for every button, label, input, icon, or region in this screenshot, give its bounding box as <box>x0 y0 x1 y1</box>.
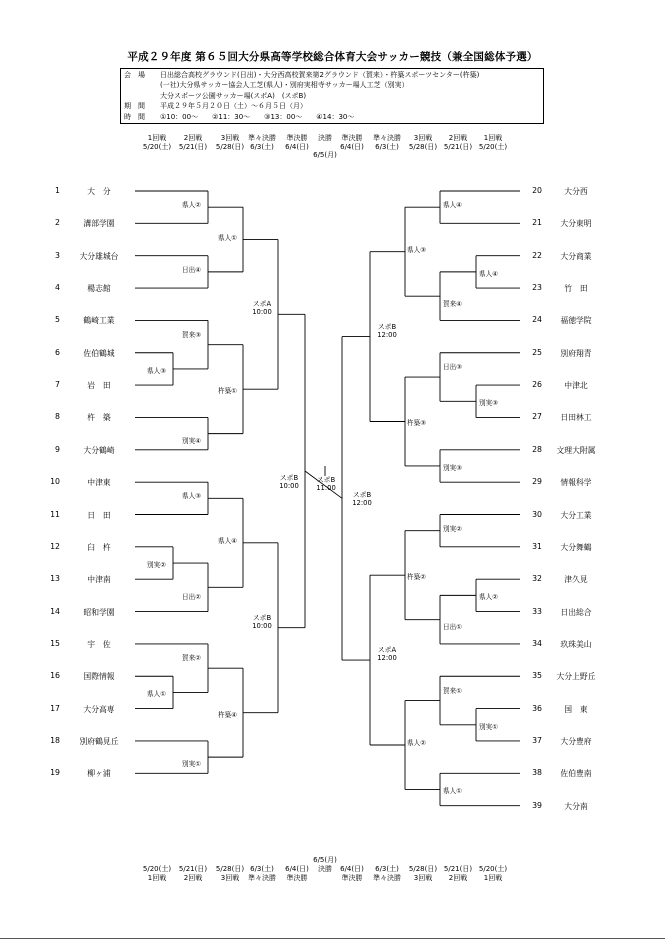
header-top-round-label: 準々決勝 <box>248 134 276 142</box>
team-name: 溝部学園 <box>83 219 115 229</box>
header-bottom-round-label: 1回戦 <box>147 873 167 882</box>
header-bottom-round-label: 3回戦 <box>220 873 240 882</box>
header-bottom-date-label: 5/28(日) <box>408 865 438 873</box>
team-number: 35 <box>532 671 542 681</box>
match-label-l-r2-g: 日出② <box>182 593 202 602</box>
match-label-r-r1-d: 別実① <box>479 722 499 731</box>
team-number: 39 <box>532 800 542 810</box>
team-name: 柳ヶ浦 <box>87 769 111 779</box>
header-bottom-date-label: 6/4(日) <box>285 865 309 873</box>
team-number: 13 <box>50 574 60 584</box>
team-name: 日田林工 <box>560 413 592 423</box>
team-name: 日 田 <box>87 510 111 520</box>
match-label-r-r3-b: 杵築③ <box>407 419 427 428</box>
match-label-r-r1-b: 別実③ <box>479 399 499 408</box>
team-number: 10 <box>50 477 60 487</box>
team-number: 8 <box>55 412 60 422</box>
match-label-l-sf: スポB 10:00 <box>279 474 299 491</box>
match-label-l-r2-e: 別実④ <box>182 436 202 445</box>
team-name: 大分舞鶴 <box>560 542 592 552</box>
match-label-l-r1-c: 県人① <box>147 690 167 699</box>
team-number: 25 <box>532 347 542 357</box>
team-number: 14 <box>50 606 60 616</box>
team-number: 1 <box>55 186 60 195</box>
match-label-l-r2-c: 賀来③ <box>182 330 202 339</box>
match-label-r-r2-c: 日出③ <box>443 363 463 371</box>
team-number: 19 <box>50 768 60 778</box>
header-top-round-label: 2回戦 <box>183 134 203 142</box>
team-name: 中津北 <box>564 381 588 391</box>
header-bottom-round-label: 準々決勝 <box>248 873 276 882</box>
header-bottom-round-label: 準決勝 <box>286 873 308 882</box>
team-number: 23 <box>532 283 542 293</box>
team-number: 36 <box>532 703 542 713</box>
match-label-l-r2-f: 県人③ <box>182 492 202 501</box>
header-top-date-label: 5/28(日) <box>408 142 438 151</box>
match-label-l-r2-b: 日出④ <box>182 265 202 274</box>
header-top-date-label: 5/20(土) <box>142 142 172 151</box>
team-number: 16 <box>50 671 60 681</box>
team-number: 34 <box>532 638 542 648</box>
header-bottom-round-label: 準々決勝 <box>373 873 401 882</box>
header-bottom-date-label: 6/3(土) <box>375 865 399 873</box>
header-top-date-label: 5/21(日) <box>178 142 208 151</box>
header-bottom-date-label: 6/4(日) <box>340 865 364 873</box>
team-name: 日出総合 <box>560 607 592 617</box>
venue-label: 会 場 <box>124 71 145 79</box>
header-bottom-round-label: 2回戦 <box>448 873 468 882</box>
team-name: 大分東明 <box>560 219 592 229</box>
match-label-l-r3-c: 杵築④ <box>218 710 238 719</box>
header-top-date-label: 5/20(土) <box>478 142 508 151</box>
team-number: 18 <box>50 735 60 745</box>
time-value: ①10：00～ ②11：30～ ③13：00～ ④14：30～ <box>160 112 355 121</box>
match-label-l-r2-h: 賀来② <box>182 654 202 663</box>
match-label-l-r2-d: 杵築① <box>218 387 238 396</box>
header-bottom-date-label: 5/21(日) <box>178 865 208 873</box>
header-bottom-date-label: 5/20(土) <box>142 865 172 873</box>
match-label-r-r3-a: 県人③ <box>407 245 427 254</box>
team-number: 28 <box>532 444 542 454</box>
header-bottom-round-label: 決勝 <box>318 865 332 873</box>
team-name: 別府鶴見丘 <box>79 736 119 746</box>
match-label-r-r2-a: 県人④ <box>443 201 463 210</box>
header-top-date-label: 6/4(日) <box>285 142 309 151</box>
team-number: 31 <box>532 541 542 551</box>
team-name: 国際情報 <box>83 672 115 682</box>
header-top-round-label: 準々決勝 <box>373 134 401 142</box>
team-number: 3 <box>55 250 60 260</box>
team-number: 2 <box>55 218 60 228</box>
team-number: 12 <box>50 541 60 551</box>
team-number: 22 <box>532 250 542 260</box>
header-bottom-final-date: 6/5(月) <box>313 856 337 864</box>
match-label-r-r2-e: 別実② <box>443 524 463 533</box>
team-name: 大分鶴崎 <box>83 445 115 455</box>
match-label-r-r2-g: 賀来① <box>443 686 463 695</box>
header-top-round-label: 1回戦 <box>147 134 167 142</box>
match-label-r-r3-d: 県人② <box>407 738 427 747</box>
header-bottom-round-label: 3回戦 <box>413 873 433 882</box>
match-label-r-r2-b: 賀来④ <box>443 300 463 309</box>
header-bottom-round-label: 2回戦 <box>183 873 203 882</box>
team-number: 26 <box>532 380 542 390</box>
match-label-r-r2-h: 県人① <box>443 787 463 796</box>
match-label-r-qf-a: スポB 12:00 <box>377 322 397 339</box>
match-label-r-sf: スポB 12:00 <box>352 491 372 508</box>
team-number: 27 <box>532 412 542 422</box>
header-top-round-label: 3回戦 <box>413 134 433 142</box>
team-name: 宇 佐 <box>87 639 111 649</box>
team-name: 情報科学 <box>560 478 592 488</box>
header-top-round-label: 1回戦 <box>483 134 503 142</box>
team-number: 30 <box>532 509 542 519</box>
team-number: 11 <box>50 509 60 519</box>
match-label-r-r3-c: 杵築② <box>407 573 427 582</box>
team-number: 38 <box>532 768 542 778</box>
team-name: 大分上野丘 <box>556 672 596 682</box>
team-number: 9 <box>55 444 60 454</box>
venue-line-2: (一社)大分県サッカー協会人工芝(県人)・別府実相寺サッカー場人工芝（別実） <box>160 81 409 89</box>
match-label-l-r2-a: 県人② <box>182 201 202 210</box>
header-top-round-label: 決勝 <box>318 134 332 142</box>
header-top-date-label: 6/3(土) <box>250 142 274 151</box>
match-label-r-r1-a: 県人④ <box>479 269 499 278</box>
team-name: 津久見 <box>564 575 588 585</box>
team-number: 17 <box>50 703 60 713</box>
team-name: 大分南 <box>564 801 588 811</box>
header-top-round-label: 2回戦 <box>448 134 468 142</box>
header-bottom-date-label: 5/28(日) <box>215 865 245 873</box>
page-title: 平成２９年度 第６５回大分県高等学校総合体育大会サッカー競技（兼全国総体予選） <box>127 51 538 63</box>
team-number: 7 <box>55 380 60 390</box>
team-name: 大 分 <box>87 187 111 196</box>
header-top-round-label: 準決勝 <box>341 134 363 142</box>
match-label-r-r1-c: 県人② <box>479 593 499 602</box>
team-name: 大分西 <box>564 187 588 196</box>
venue-line-3: 大分スポーツ公園サッカー場(スポA) (スポB) <box>160 91 307 100</box>
match-label-final: スポB 11:00 <box>316 476 336 493</box>
team-number: 20 <box>532 186 542 195</box>
header-top-date-label: 5/21(日) <box>443 142 473 151</box>
team-name: 玖珠美山 <box>560 639 592 649</box>
match-label-l-r1-a: 県人③ <box>147 366 167 375</box>
team-name: 臼 杵 <box>87 542 111 552</box>
team-name: 岩 田 <box>87 381 111 391</box>
time-label: 時 間 <box>124 112 145 121</box>
header-top-date-label: 6/3(土) <box>375 142 399 151</box>
team-name: 佐伯鶴城 <box>83 348 115 358</box>
team-number: 6 <box>55 347 60 357</box>
period-label: 期 間 <box>124 102 145 110</box>
team-name: 大分豊府 <box>560 736 592 746</box>
team-number: 4 <box>55 283 60 293</box>
header-bottom-date-label: 6/3(土) <box>250 865 274 873</box>
match-label-r-qf-b: スポA 12:00 <box>377 646 397 663</box>
team-number: 24 <box>532 315 542 325</box>
team-number: 21 <box>532 218 542 228</box>
header-top-date-label: 6/4(日) <box>340 142 364 151</box>
team-name: 鶴崎工業 <box>83 316 115 326</box>
header-bottom-date-label: 5/21(日) <box>443 865 473 873</box>
match-label-l-r3-a: 県人① <box>218 233 238 242</box>
period-value: 平成２９年５月２０日（土）～６月５日（月） <box>160 102 307 110</box>
team-name: 中津南 <box>87 575 111 585</box>
team-name: 楊志館 <box>87 284 111 294</box>
page-bottom-rule <box>0 938 665 939</box>
header-top-final-date: 6/5(月) <box>313 151 337 159</box>
team-name: 大分高専 <box>83 704 115 714</box>
match-label-r-r2-f: 日出① <box>443 622 463 631</box>
team-name: 中津東 <box>87 478 111 488</box>
venue-line-1: 日出総合高校グラウンド(日出)・大分西高校賀来第2グラウンド（賀来）・杵築スポーツセンター(杵築) <box>160 71 480 79</box>
team-name: 文理大附属 <box>556 445 596 455</box>
team-name: 国 東 <box>564 704 588 714</box>
team-number: 32 <box>532 574 542 584</box>
match-label-l-r2-i: 別実① <box>182 760 202 769</box>
team-name: 大分商業 <box>560 251 592 261</box>
header-top-round-label: 準決勝 <box>286 134 308 142</box>
team-name: 大分工業 <box>560 510 592 520</box>
team-name: 杵 築 <box>87 413 111 423</box>
header-bottom-round-label: 1回戦 <box>483 873 503 882</box>
header-bottom-date-label: 5/20(土) <box>478 865 508 873</box>
team-name: 別府翔青 <box>560 348 592 358</box>
team-name: 大分雄城台 <box>79 251 119 261</box>
team-number: 5 <box>55 315 60 325</box>
team-number: 33 <box>532 606 542 616</box>
team-name: 昭和学園 <box>83 607 115 617</box>
team-number: 29 <box>532 477 542 487</box>
header-top-round-label: 3回戦 <box>220 134 240 142</box>
match-label-l-qf-b: スポB 10:00 <box>252 613 272 630</box>
match-label-l-qf-a: スポA 10:00 <box>252 300 272 317</box>
team-name: 佐伯豊南 <box>560 769 592 779</box>
header-top-date-label: 5/28(日) <box>215 142 245 151</box>
match-label-l-r3-b: 県人④ <box>218 536 238 545</box>
team-number: 15 <box>50 638 60 648</box>
team-number: 37 <box>532 735 542 745</box>
team-name: 竹 田 <box>564 284 588 294</box>
match-label-l-r1-b: 別実② <box>147 561 167 570</box>
match-label-r-r2-d: 別実③ <box>443 463 463 472</box>
header-bottom-round-label: 準決勝 <box>341 873 363 882</box>
team-name: 福徳学院 <box>560 316 592 326</box>
